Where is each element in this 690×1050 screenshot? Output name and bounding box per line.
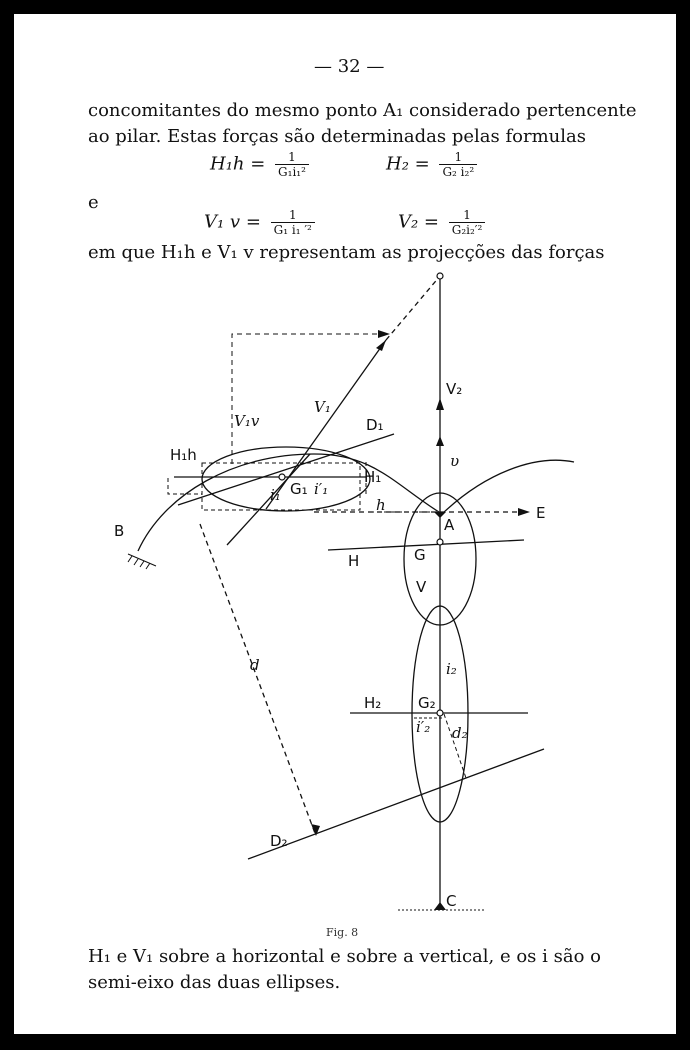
formula-h1h-numerator: 1 <box>275 150 309 165</box>
label-h2: H₂ <box>364 694 382 712</box>
label-upsilon: υ <box>450 452 460 470</box>
dashed-v1-extension <box>386 276 440 340</box>
connector-e: e <box>88 192 99 213</box>
arrow-v1 <box>376 340 386 351</box>
page-number: — 32 — <box>314 56 385 77</box>
label-v1: V₁ <box>314 398 331 416</box>
formula-v1v-lhs: V₁ v = <box>204 211 261 233</box>
point-top <box>437 273 443 279</box>
support-c <box>434 902 446 910</box>
line-h <box>328 540 524 550</box>
formula-h2-lhs: H₂ = <box>386 153 430 175</box>
label-h: h <box>376 496 386 514</box>
point-g <box>437 539 443 545</box>
label-d1: D₁ <box>366 416 384 434</box>
label-g1: G₁ <box>290 480 308 498</box>
label-d2-line: D₂ <box>270 832 288 850</box>
label-i1-prime: i′₁ <box>314 480 329 498</box>
label-d: d <box>250 656 260 674</box>
formula-v1v-numerator: 1 <box>271 208 315 223</box>
support-b-hatch <box>128 554 156 569</box>
point-g2 <box>437 710 443 716</box>
formula-v2-numerator: 1 <box>449 208 486 223</box>
formula-v2-lhs: V₂ = <box>398 211 440 233</box>
arrow-upsilon <box>436 436 444 446</box>
text-line-1: concomitantes do mesmo ponto A₁ considerado pertencente <box>88 100 637 121</box>
label-h1h: H₁h <box>170 446 197 464</box>
text-line-3: em que H₁h e V₁ v representam as projecções das forças <box>88 242 605 263</box>
label-g: G <box>414 546 426 564</box>
formula-h1h-lhs: H₁h = <box>210 153 266 175</box>
formula-h2-numerator: 1 <box>439 150 477 165</box>
label-i2: i₂ <box>446 660 457 678</box>
book-page <box>14 14 676 1034</box>
line-d2 <box>248 749 544 859</box>
text-line-2: ao pilar. Estas forças são determinadas pelas formulas <box>88 126 586 147</box>
formula-v2-denominator: G₂i₂′² <box>451 223 483 237</box>
label-i1: i₁ <box>270 486 281 504</box>
ellipse-1 <box>202 447 370 511</box>
label-e: E <box>536 504 546 522</box>
arrow-e <box>518 508 530 516</box>
formula-h2-denominator: G₂ i₂² <box>442 165 475 179</box>
label-v1v: V₁v <box>234 412 260 430</box>
label-d2: d₂ <box>452 724 468 742</box>
text-line-5: semi-eixo das duas ellipses. <box>88 972 341 993</box>
formula-v1v-denominator: G₁ i₁ ′² <box>273 223 312 237</box>
arch-curve <box>138 454 574 551</box>
label-h-line: H <box>348 552 360 570</box>
figure-diagram <box>14 14 676 1034</box>
label-g2: G₂ <box>418 694 436 712</box>
formula-h1h-denominator: G₁i₁² <box>278 165 306 179</box>
line-d1 <box>178 434 394 505</box>
label-a: A <box>444 516 455 534</box>
arrow-v2 <box>436 398 444 410</box>
text-line-4: H₁ e V₁ sobre a horizontal e sobre a vertical, e os i são o <box>88 946 601 967</box>
point-g1 <box>279 474 285 480</box>
dashed-v1v-box <box>232 334 390 464</box>
label-h1: H₁ <box>364 468 382 486</box>
dashed-d <box>200 524 316 836</box>
figure-caption: Fig. 8 <box>326 926 359 939</box>
arrow-d-bottom <box>311 824 320 836</box>
label-i2-prime: i′₂ <box>416 718 431 736</box>
strut-left <box>227 454 310 545</box>
label-b: B <box>114 522 125 540</box>
label-v: V <box>416 578 427 596</box>
label-c: C <box>446 892 457 910</box>
label-v2: V₂ <box>446 380 463 398</box>
